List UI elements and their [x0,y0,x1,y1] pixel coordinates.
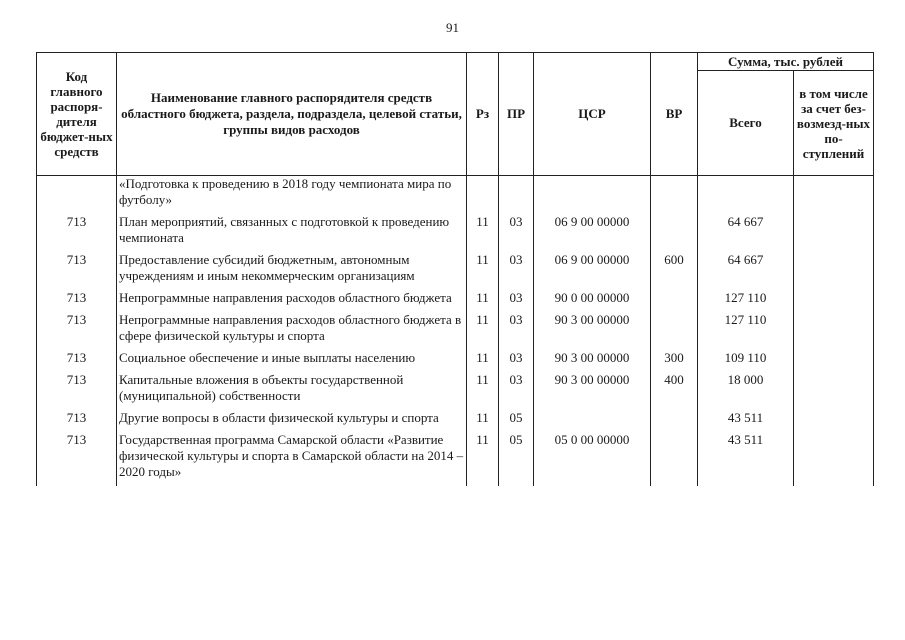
cell-vr [651,410,698,432]
page-number: 91 [446,20,459,35]
header-name: Наименование главного распорядителя средств областного бюджета, раздела, подраздела, целевой статьи, группы видов расходов [117,53,467,176]
cell-rz [467,176,499,215]
cell-code: 713 [37,372,117,410]
header-pr: ПР [499,53,534,176]
cell-vr: 300 [651,350,698,372]
cell-name: План мероприятий, связанных с подготовкой к проведению чемпионата [117,214,467,252]
cell-name: Другие вопросы в области физической культуры и спорта [117,410,467,432]
cell-total: 43 511 [698,432,794,486]
cell-grants [794,252,874,290]
cell-grants [794,350,874,372]
table-row [37,432,874,486]
table-row [37,350,874,372]
cell-grants [794,312,874,350]
cell-total: 109 110 [698,350,794,372]
cell-name: Государственная программа Самарской области «Развитие физической культуры и спорта в Самарской области на 2014 – 2020 годы» [117,432,467,486]
cell-pr: 05 [499,432,534,486]
cell-rz: 11 [467,312,499,350]
cell-total: 127 110 [698,290,794,312]
cell-vr [651,432,698,486]
cell-code: 713 [37,410,117,432]
header-amount: Сумма, тыс. рублей [698,53,874,71]
cell-pr: 03 [499,290,534,312]
cell-rz: 11 [467,290,499,312]
cell-vr: 600 [651,252,698,290]
cell-csr: 06 9 00 00000 [534,252,651,290]
cell-csr: 90 3 00 00000 [534,350,651,372]
cell-total: 18 000 [698,372,794,410]
cell-grants [794,176,874,215]
cell-vr: 400 [651,372,698,410]
cell-csr: 06 9 00 00000 [534,214,651,252]
header-total: Всего [698,71,794,176]
table-row [37,214,874,252]
cell-grants [794,372,874,410]
cell-grants [794,410,874,432]
cell-csr [534,410,651,432]
header-vr: ВР [651,53,698,176]
table-row [37,176,874,215]
cell-total: 64 667 [698,214,794,252]
cell-rz: 11 [467,372,499,410]
cell-code: 713 [37,350,117,372]
cell-rz: 11 [467,252,499,290]
budget-table [36,52,874,486]
cell-total: 43 511 [698,410,794,432]
header-rz: Рз [467,53,499,176]
cell-grants [794,214,874,252]
cell-name: Капитальные вложения в объекты государственной (муниципальной) собственности [117,372,467,410]
cell-rz: 11 [467,432,499,486]
cell-pr [499,176,534,215]
cell-rz: 11 [467,410,499,432]
cell-vr [651,312,698,350]
cell-code: 713 [37,312,117,350]
table-row [37,372,874,410]
cell-name: Непрограммные направления расходов областного бюджета в сфере физической культуры и спорта [117,312,467,350]
cell-pr: 03 [499,372,534,410]
cell-name: Социальное обеспечение и иные выплаты населению [117,350,467,372]
table-row [37,410,874,432]
cell-pr: 03 [499,350,534,372]
cell-code: 713 [37,432,117,486]
cell-pr: 05 [499,410,534,432]
header-csr: ЦСР [534,53,651,176]
table-row [37,252,874,290]
cell-name: Предоставление субсидий бюджетным, автономным учреждениям и иным некоммерческим организациям [117,252,467,290]
cell-grants [794,432,874,486]
cell-csr [534,176,651,215]
cell-csr: 90 0 00 00000 [534,290,651,312]
cell-name: «Подготовка к проведению в 2018 году чемпионата мира по футболу» [117,176,467,215]
cell-pr: 03 [499,214,534,252]
cell-grants [794,290,874,312]
cell-csr: 05 0 00 00000 [534,432,651,486]
cell-vr [651,176,698,215]
table-row [37,312,874,350]
cell-csr: 90 3 00 00000 [534,312,651,350]
cell-total [698,176,794,215]
header-code: Код главного распоря-дителя бюджет-ных средств [37,53,117,176]
cell-vr [651,290,698,312]
cell-rz: 11 [467,350,499,372]
cell-csr: 90 3 00 00000 [534,372,651,410]
cell-code: 713 [37,290,117,312]
cell-rz: 11 [467,214,499,252]
header-grants: в том числе за счет без-возмезд-ных по-ступлений [794,71,874,176]
cell-pr: 03 [499,252,534,290]
cell-code: 713 [37,252,117,290]
table-row [37,290,874,312]
cell-pr: 03 [499,312,534,350]
cell-vr [651,214,698,252]
cell-code [37,176,117,215]
cell-code: 713 [37,214,117,252]
cell-total: 127 110 [698,312,794,350]
cell-total: 64 667 [698,252,794,290]
cell-name: Непрограммные направления расходов областного бюджета [117,290,467,312]
